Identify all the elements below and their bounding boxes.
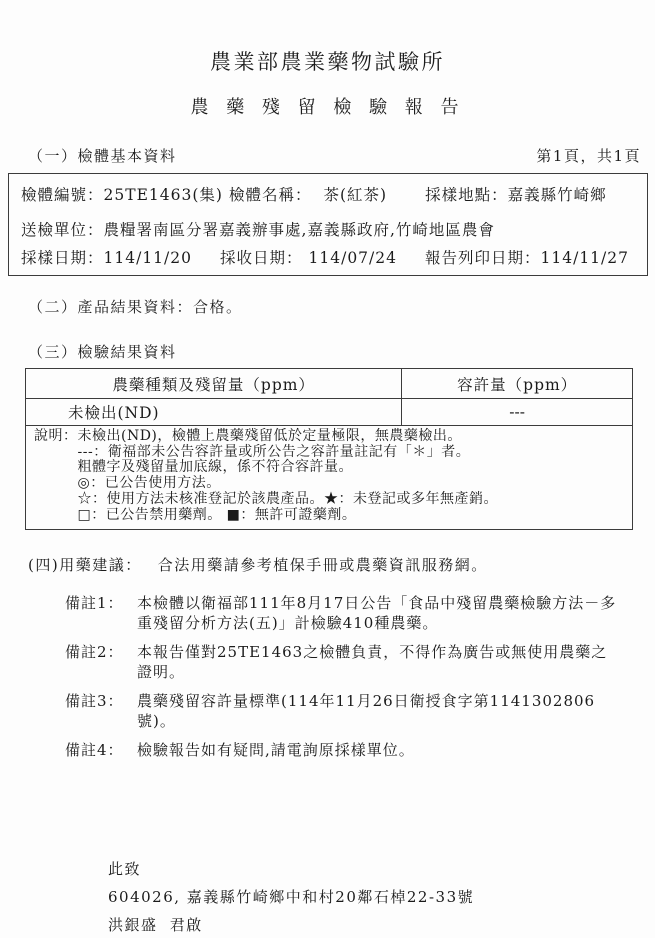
note-line: □：已公告禁用藥劑。 ■：無許可證藥劑。 bbox=[77, 506, 357, 523]
notes-label: 說明： bbox=[34, 428, 78, 444]
remark-1-label: 備註1： bbox=[65, 594, 124, 613]
note-line: ☆：使用方法未核准登記於該農產品。★：未登記或多年無產銷。 bbox=[77, 490, 498, 507]
section2-heading: （二）產品結果資料：合格。 bbox=[28, 298, 243, 316]
limit-value-cell: --- bbox=[402, 399, 633, 426]
notes-body bbox=[78, 429, 627, 523]
remark-1-text: 本檢體以衛福部111年8月17日公告「食品中殘留農藥檢驗方法－多重殘留分析方法(五)」計檢驗410種農藥。 bbox=[137, 594, 617, 633]
footer-salutation: 此致 bbox=[108, 860, 142, 878]
note-line: ◎：已公告使用方法。 bbox=[77, 475, 221, 492]
sampling-date-value: 114/11/20 bbox=[103, 249, 192, 267]
document-title: 農業部農業藥物試驗所 bbox=[210, 50, 445, 74]
sample-name-label: 檢體名稱： bbox=[228, 186, 312, 204]
remark-3-label: 備註3： bbox=[65, 692, 124, 711]
remark-1 bbox=[65, 593, 655, 633]
section4-heading: (四)用藥建議： bbox=[28, 556, 142, 575]
remark-3-text: 農藥殘留容許量標準(114年11月26日衛授食字第1141302806號)。 bbox=[137, 692, 596, 731]
section4-advice: 合法用藥請參考植保手冊或農藥資訊服務網。 bbox=[157, 556, 488, 575]
col-header-pesticide: 農藥種類及殘留量（ppm） bbox=[26, 369, 402, 399]
print-date-value: 114/11/27 bbox=[540, 249, 629, 267]
sample-no-label: 檢體編號： bbox=[21, 186, 104, 204]
notes-cell bbox=[26, 426, 633, 530]
sample-info-line-3 bbox=[21, 246, 635, 268]
sample-info-box bbox=[8, 173, 648, 276]
section1-heading-row bbox=[28, 145, 641, 166]
sample-name-value: 茶(紅茶) bbox=[323, 186, 388, 204]
location-label: 採樣地點： bbox=[425, 186, 508, 204]
harvest-date-label: 採收日期： bbox=[220, 249, 303, 267]
note-line: ---：衛福部未公告容許量或所公告之容許量註記有「＊」者。 bbox=[77, 443, 471, 460]
page-indicator: 第1頁，共1頁 bbox=[536, 147, 641, 165]
remark-4-text: 檢驗報告如有疑問,請電詢原採樣單位。 bbox=[137, 741, 415, 760]
note-line: 未檢出(ND)，檢體上農藥殘留低於定量極限，無農藥檢出。 bbox=[77, 428, 462, 444]
results-notes-row bbox=[26, 426, 633, 530]
remark-2-text: 本報告僅對25TE1463之檢體負責，不得作為廣告或無使用農藥之證明。 bbox=[137, 643, 608, 682]
submitter-label: 送檢單位： bbox=[21, 221, 104, 239]
document-subtitle: 農 藥 殘 留 檢 驗 報 告 bbox=[190, 97, 465, 118]
col-header-limit: 容許量（ppm） bbox=[402, 369, 633, 399]
footer-recipient: 洪銀盛 君啟 bbox=[108, 916, 203, 934]
remark-2-label: 備註2： bbox=[65, 643, 124, 662]
sampling-date-label: 採樣日期： bbox=[21, 249, 104, 267]
footer-address: 604026, 嘉義縣竹崎鄉中和村20鄰石棹22-33號 bbox=[108, 888, 475, 906]
section4-row bbox=[28, 554, 655, 575]
sample-no-value: 25TE1463(集) bbox=[103, 186, 223, 204]
remark-4 bbox=[65, 740, 655, 760]
results-table bbox=[25, 368, 633, 530]
remark-3 bbox=[65, 691, 655, 731]
remark-4-label: 備註4： bbox=[65, 741, 124, 760]
note-line: 粗體字及殘留量加底線，係不符合容許量。 bbox=[77, 459, 353, 476]
submitter-value: 農糧署南區分署嘉義辦事處,嘉義縣政府,竹崎地區農會 bbox=[103, 221, 495, 239]
location-value: 嘉義縣竹崎鄉 bbox=[507, 186, 607, 204]
results-header-row bbox=[26, 369, 633, 399]
remark-2 bbox=[65, 642, 655, 682]
footer-address-block bbox=[108, 861, 474, 938]
harvest-date-value: 114/07/24 bbox=[308, 249, 397, 267]
remarks-block bbox=[65, 593, 655, 760]
print-date-label: 報告列印日期： bbox=[425, 249, 541, 267]
section3-heading: （三）檢驗結果資料 bbox=[28, 343, 177, 361]
sample-info-line-1 bbox=[21, 183, 635, 205]
results-data-row bbox=[26, 399, 633, 426]
pesticide-result-cell: 未檢出(ND) bbox=[26, 399, 402, 426]
notes-block bbox=[34, 429, 626, 523]
section1-heading: （一）檢體基本資料 bbox=[28, 147, 177, 165]
sample-info-line-2 bbox=[21, 218, 635, 240]
